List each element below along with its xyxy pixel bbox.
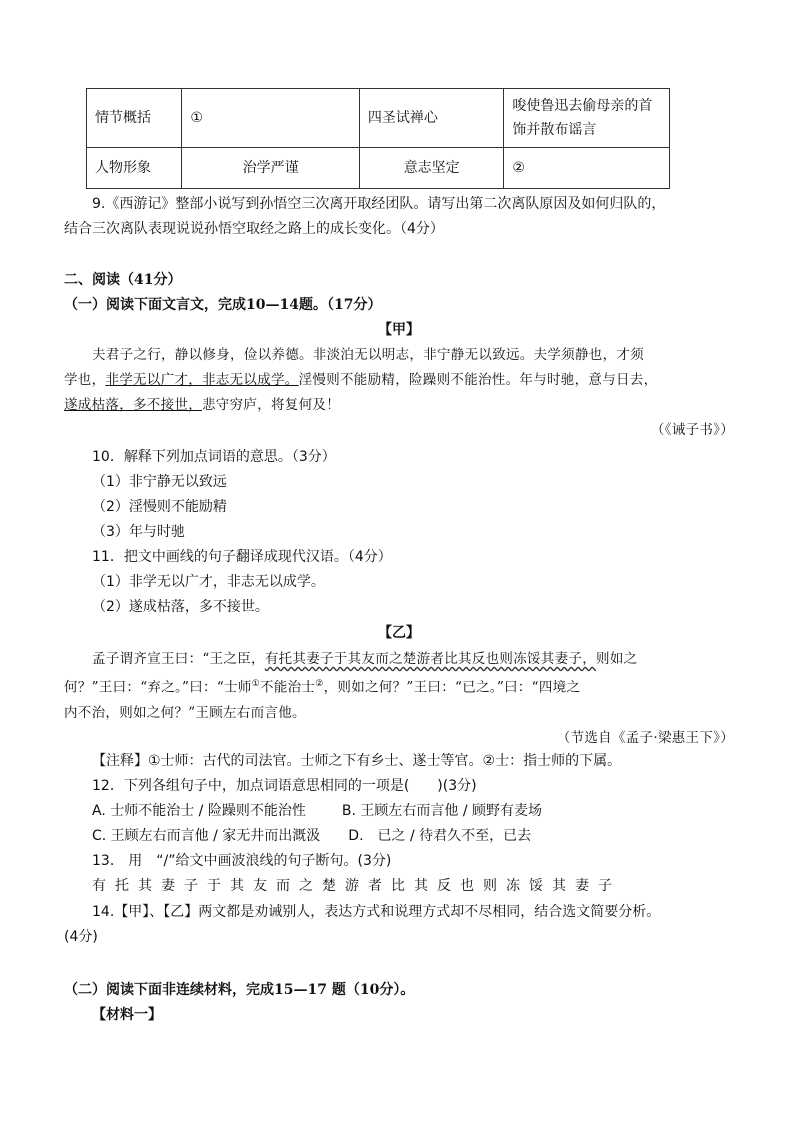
question-12-stem: 12．下列各组句子中，加点词语意思相同的一项是( )(3分) (92, 778, 477, 794)
text-span: 何？”王曰：“弃之。”曰：“士师 (64, 679, 252, 696)
text-span: 不能治士 (260, 679, 316, 696)
question-13 (64, 849, 734, 899)
part-1-heading: （一）阅读下面文言文，完成10—14题。（17分） (64, 297, 382, 313)
annotation-note (64, 749, 734, 774)
question-11-item-2: （2）遂成枯落，多不接世。 (92, 599, 269, 615)
question-12-options-ab (64, 799, 734, 824)
table-cell: 意志坚定 (359, 148, 503, 189)
question-9-line-2: 结合三次离队表现说说孙悟空取经之路上的成长变化。（4分） (64, 221, 444, 237)
question-10 (64, 445, 734, 545)
question-10-stem: 10．解释下列加点词语的意思。（3分） (92, 449, 336, 465)
passage-jia-line-3 (64, 393, 734, 418)
passage-yi-line-3: 内不治，则如之何？”王顾左右而言他。 (64, 704, 306, 721)
passage-yi-line-1 (64, 647, 734, 672)
table-cell: ① (182, 89, 360, 148)
annotation-text: 【注释】①士师：古代的司法官。士师之下有乡士、遂士等官。②士：指士师的下属。 (92, 753, 622, 769)
text-span: 悲守穷庐，将复何及！ (202, 397, 340, 413)
table-cell: 情节概括 (87, 89, 182, 148)
text-span: ，则如之何？”王曰：“已之。”曰：“四境之 (323, 679, 581, 696)
text-span: 孟子谓齐宣王曰：“王之臣， (92, 651, 265, 667)
passage-yi-title: 【乙】 (378, 625, 420, 641)
question-10-item-1: （1）非宁静无以致远 (92, 474, 227, 490)
footnote-marker: ① (251, 679, 261, 689)
text-span: 则如之 (596, 651, 638, 667)
question-13-text: 有托其妻子于其友而之楚游者比其反也则冻馁其妻子 (92, 878, 621, 894)
passage-jia-title: 【甲】 (378, 322, 420, 338)
question-14-line-1: 14.【甲】、【乙】两文都是劝诫别人，表达方式和说理方式却不尽相同，结合选文简要分析。 (92, 904, 661, 920)
passage-yi-line-2 (64, 672, 734, 701)
underlined-sentence-2: 遂成枯落，多不接世， (64, 397, 202, 413)
question-14-line-2: (4分) (64, 929, 98, 945)
footnote-marker: ② (315, 679, 324, 689)
text-span: 学也， (64, 372, 106, 388)
table-cell: 人物形象 (87, 148, 182, 189)
passage-yi-source: （节选自《孟子·梁惠王下》） (556, 729, 734, 746)
option-c: C. 王顾左右而言他 / 家无井而出溉汲 (92, 828, 321, 844)
question-10-item-2: （2）淫慢则不能励精 (92, 499, 227, 515)
table-cell: 治学严谨 (182, 148, 360, 189)
question-11-stem: 11．把文中画线的句子翻译成现代汉语。（4分） (92, 549, 392, 565)
question-9 (64, 192, 734, 242)
wavy-underlined-sentence: 有托其妻子于其友而之楚游者比其反也则冻馁其妻子， (264, 651, 597, 667)
text-span: 淫慢则不能励精，险躁则不能治性。年与时驰，意与日去， (298, 372, 658, 388)
question-14 (64, 900, 734, 950)
question-12 (64, 774, 734, 849)
part-2-heading: （二）阅读下面非连续材料，完成15—17 题（10分）。 (64, 982, 415, 998)
passage-jia-source: （《诫子书》） (650, 422, 734, 438)
option-a: A. 士师不能治士 / 险躁则不能治性 (92, 803, 306, 819)
question-12-options-cd (64, 824, 734, 849)
question-11-item-1: （1）非学无以广才，非志无以成学。 (92, 574, 325, 590)
table-row (87, 148, 670, 189)
passage-jia-line-2 (64, 368, 734, 393)
table-cell: 四圣试禅心 (359, 89, 503, 148)
passage-jia (64, 343, 734, 443)
passage-jia-line-1: 夫君子之行，静以修身，俭以养德。非淡泊无以明志，非宁静无以致远。夫学须静也，才须 (92, 347, 644, 363)
table-cell: 唆使鲁迅去偷母亲的首饰并散布谣言 (504, 89, 670, 148)
table-cell: ② (504, 148, 670, 189)
passage-yi (64, 647, 734, 751)
table-row (87, 89, 670, 148)
question-11 (64, 545, 734, 620)
option-b: B. 王顾左右而言他 / 顾野有麦场 (341, 803, 542, 819)
plot-summary-table (86, 88, 670, 189)
option-d: D. 已之 / 待君久不至，已去 (348, 828, 532, 844)
material-1-title: 【材料一】 (92, 1007, 162, 1023)
question-9-line-1: 9.《西游记》整部小说写到孙悟空三次离开取经团队。请写出第二次离队原因及如何归队的， (92, 196, 666, 212)
section-2-title: 二、阅读（41分） (64, 272, 182, 288)
underlined-sentence-1: 非学无以广才，非志无以成学。 (105, 372, 299, 388)
question-10-item-3: （3）年与时驰 (92, 524, 185, 540)
question-13-stem: 13. 用 “/”给文中画波浪线的句子断句。(3分) (92, 853, 392, 869)
